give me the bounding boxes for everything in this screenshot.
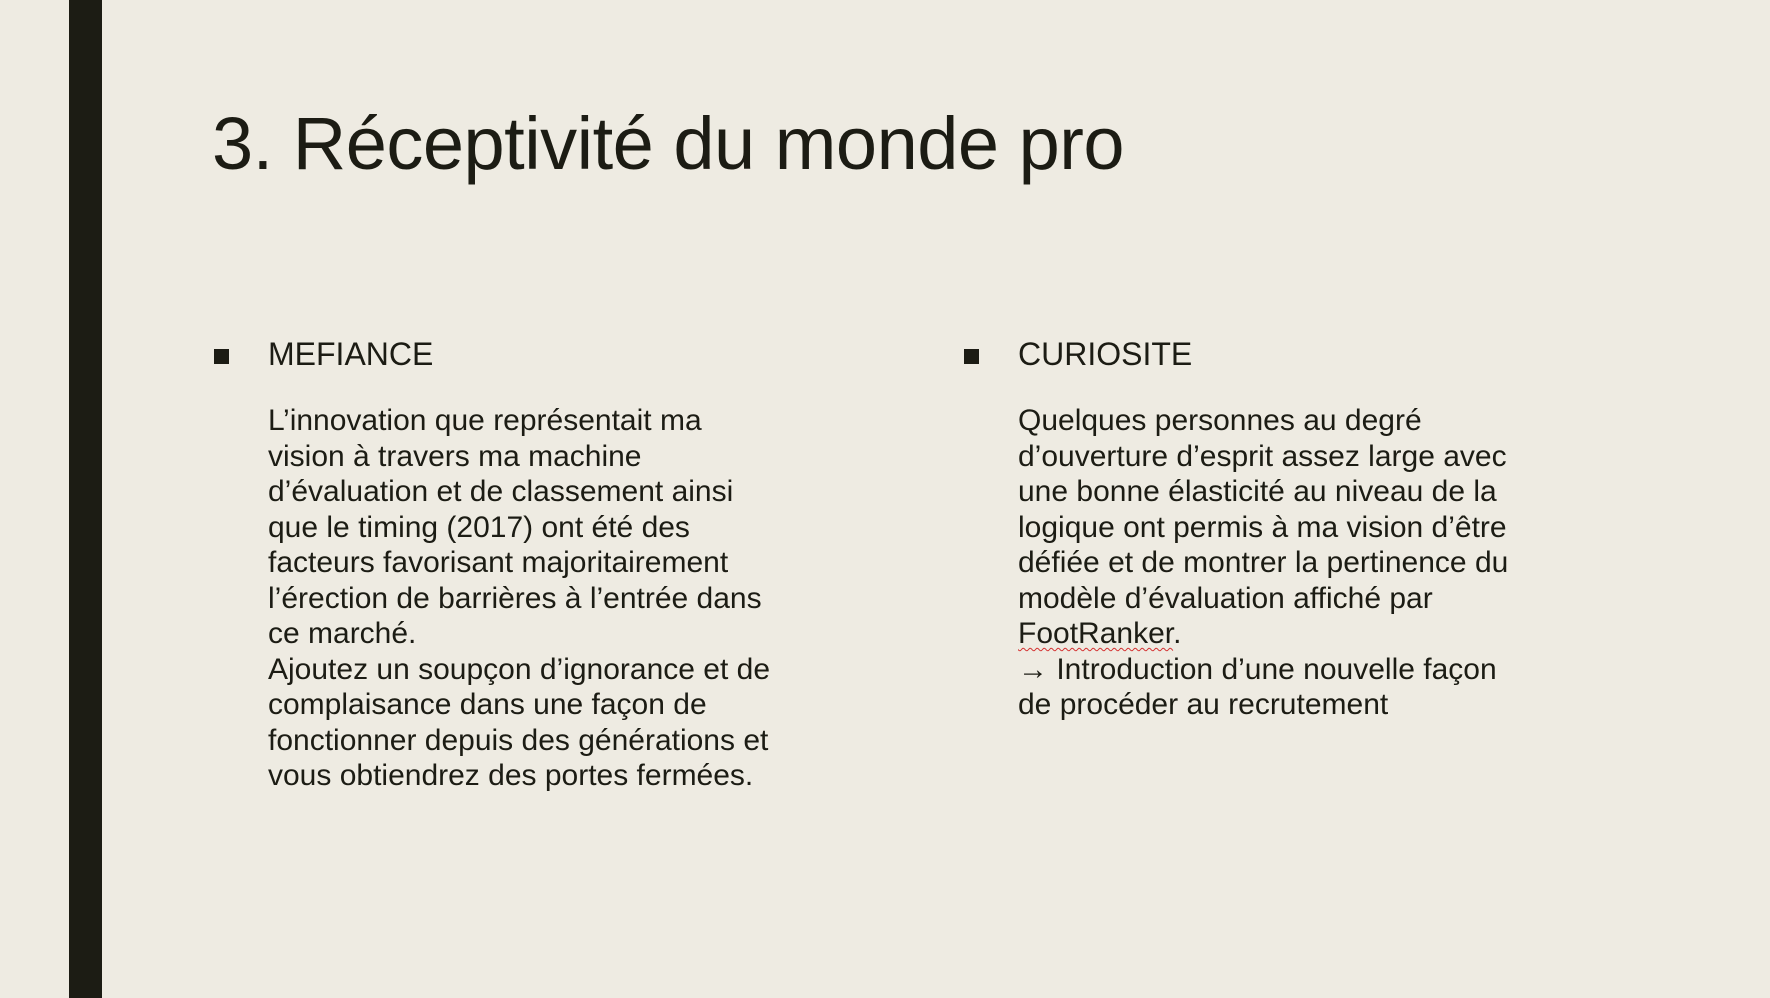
brand-suffix: .: [1173, 617, 1182, 650]
accent-bar: [69, 0, 102, 998]
text-line: Ajoutez un soupçon d’ignorance et de: [268, 652, 771, 686]
bullet-item-curiosite: [962, 332, 1562, 376]
text-line: de procéder au recrutement: [1018, 688, 1389, 721]
text-line: l’érection de barrières à l’entrée dans: [268, 581, 762, 615]
square-bullet-icon: [964, 349, 979, 364]
text-line: défiée et de montrer la pertinence du: [1018, 546, 1509, 579]
text-line: vision à travers ma machine: [268, 439, 642, 473]
text-line: que le timing (2017) ont été des: [268, 510, 690, 544]
text-line: facteurs favorisant majoritairement: [268, 546, 729, 579]
text-line: Quelques personnes au degré: [1018, 404, 1422, 437]
text-line: modèle d’évaluation affiché par: [1018, 581, 1433, 615]
bullet-item-mefiance: [212, 332, 812, 376]
text-line: d’évaluation et de classement ainsi: [268, 475, 734, 508]
brand-name-footranker: FootRanker: [1018, 617, 1174, 650]
text-line: une bonne élasticité au niveau de la: [1018, 475, 1497, 508]
text-line: complaisance dans une façon de: [268, 688, 707, 721]
text-line: vous obtiendrez des portes fermées.: [268, 759, 754, 792]
bullet-body-text: [268, 403, 812, 794]
text-line: ce marché.: [268, 617, 417, 650]
text-line: d’ouverture d’esprit assez large avec: [1018, 439, 1507, 473]
column-mefiance: [212, 332, 812, 794]
bullet-heading: MEFIANCE: [268, 336, 434, 372]
column-curiosite: [962, 332, 1562, 723]
slide-title: 3. Réceptivité du monde pro: [212, 102, 1125, 185]
square-bullet-icon: [214, 349, 229, 364]
bullet-body-text: [1018, 403, 1562, 723]
text-line: fonctionner depuis des générations et: [268, 723, 769, 757]
bullet-heading: CURIOSITE: [1018, 336, 1193, 372]
text-line: → Introduction d’une nouvelle façon: [1018, 652, 1497, 686]
text-line: logique ont permis à ma vision d’être: [1018, 510, 1507, 544]
text-line: L’innovation que représentait ma: [268, 404, 702, 437]
text-line: [1018, 616, 1562, 652]
